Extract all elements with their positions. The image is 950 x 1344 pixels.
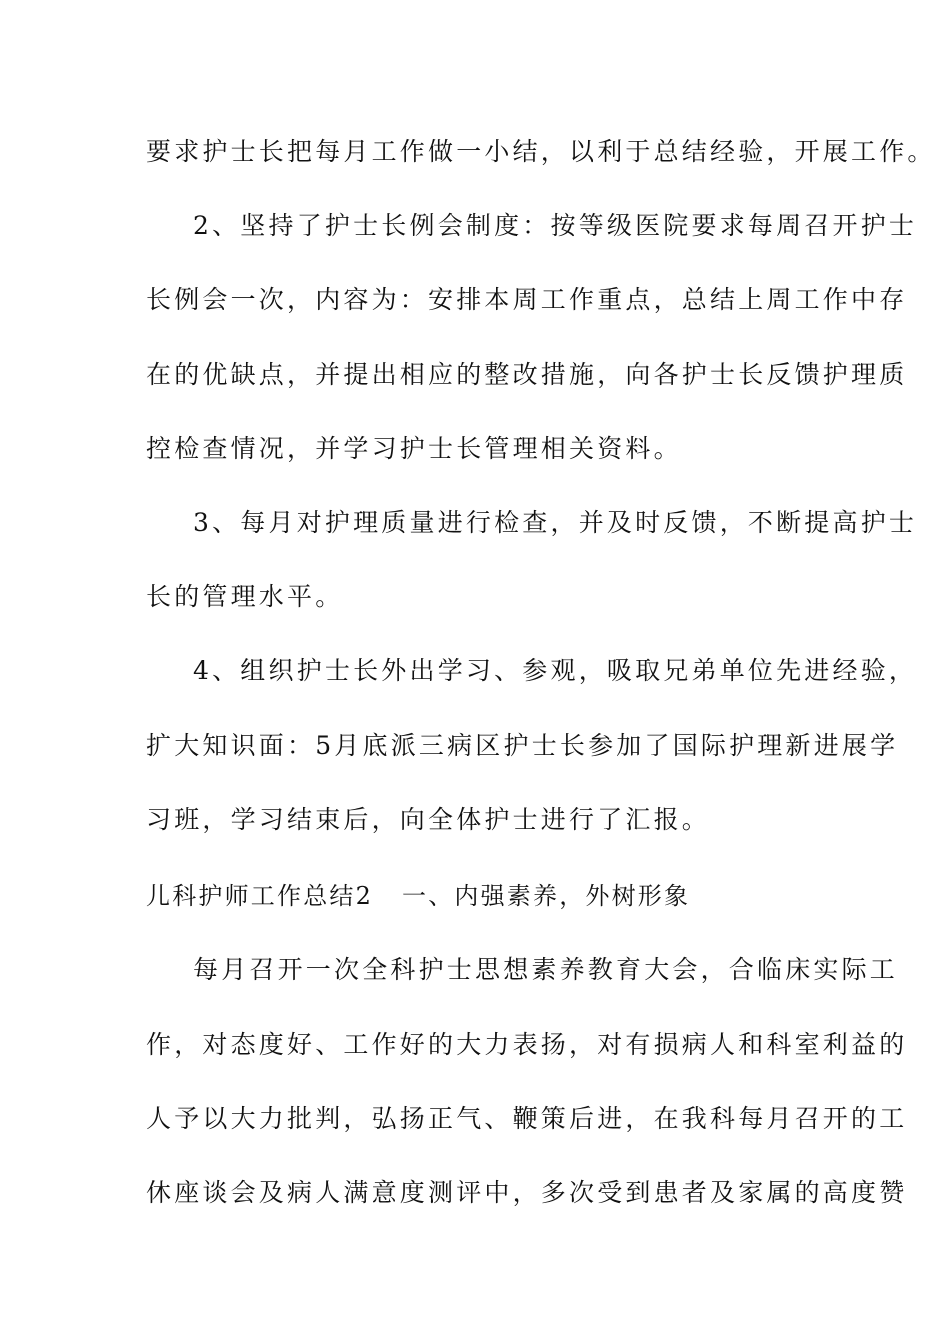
- paragraph-line: 要求护士长把每月工作做一小结，以利于总结经验，开展工作。: [146, 137, 936, 166]
- paragraph-line: 休座谈会及病人满意度测评中，多次受到患者及家属的高度赞: [146, 1178, 908, 1207]
- paragraph-line: 人予以大力批判，弘扬正气、鞭策后进，在我科每月召开的工: [146, 1104, 908, 1133]
- paragraph-line: 长例会一次，内容为：安排本周工作重点，总结上周工作中存: [146, 285, 908, 314]
- paragraph-line: 每月召开一次全科护士思想素养教育大会，合临床实际工: [193, 955, 899, 984]
- paragraph-line: 2、坚持了护士长例会制度：按等级医院要求每周召开护士: [193, 211, 918, 240]
- paragraph-line: 4、组织护士长外出学习、参观，吸取兄弟单位先进经验，: [193, 656, 918, 685]
- section-subtitle: 一、内强素养，外树形象: [402, 882, 691, 910]
- paragraph-line: 3、每月对护理质量进行检查，并及时反馈，不断提高护士: [193, 508, 918, 537]
- section-title: 儿科护师工作总结2: [146, 882, 374, 910]
- paragraph-line: 作，对态度好、工作好的大力表扬，对有损病人和科室利益的: [146, 1030, 908, 1059]
- paragraph-line: 长的管理水平。: [146, 582, 344, 611]
- paragraph-line: 控检查情况，并学习护士长管理相关资料。: [146, 434, 682, 463]
- paragraph-line: 在的优缺点，并提出相应的整改措施，向各护士长反馈护理质: [146, 360, 908, 389]
- paragraph-line: 习班，学习结束后，向全体护士进行了汇报。: [146, 805, 711, 834]
- paragraph-line: 扩大知识面：5月底派三病区护士长参加了国际护理新进展学: [146, 731, 899, 760]
